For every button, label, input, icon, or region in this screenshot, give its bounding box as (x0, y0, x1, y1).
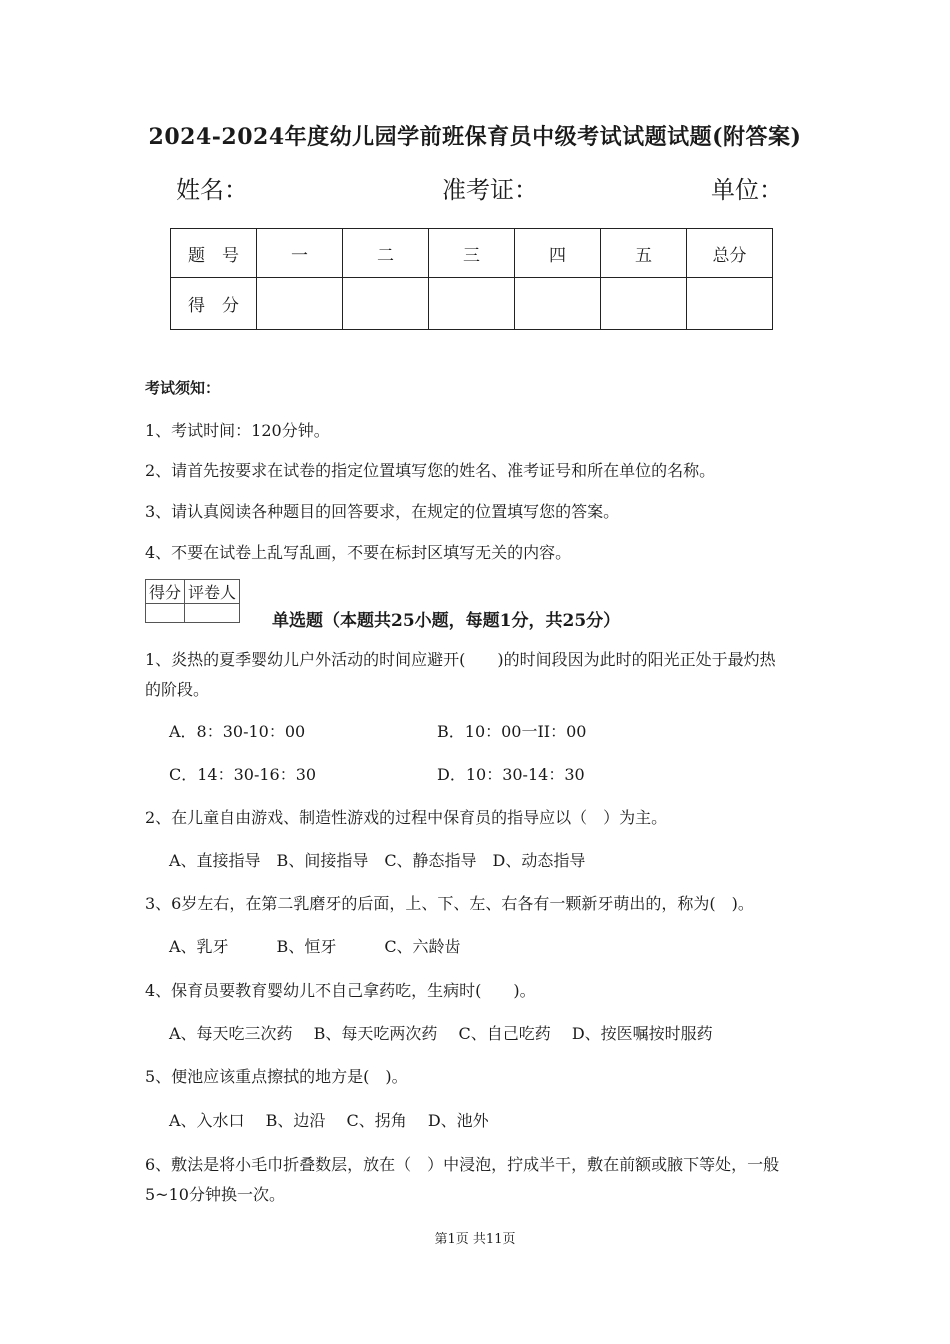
question-options: A、入水口 B、边沿 C、拐角 D、池外 (169, 1111, 489, 1130)
score-cell[interactable] (343, 278, 429, 330)
header-cell: 总分 (687, 229, 773, 278)
header-cell: 四 (515, 229, 601, 278)
question-stem: 2、在儿童自由游戏、制造性游戏的过程中保育员的指导应以（ ）为主。 (145, 808, 668, 827)
grader-score-label: 得分 (146, 580, 185, 604)
page-footer: 第1页 共11页 (434, 1232, 516, 1247)
score-row-label: 得 分 (171, 278, 257, 330)
unit-field-label: 单位： (711, 176, 783, 204)
score-table (170, 228, 773, 330)
question-stem-continued: 的阶段。 (145, 680, 210, 699)
page-title: 2024-2024年度幼儿园学前班保育员中级考试试题试题(附答案) (148, 124, 802, 150)
header-cell: 一 (257, 229, 343, 278)
section-title: 单选题（本题共25小题，每题1分，共25分） (272, 611, 621, 631)
notes-heading: 考试须知： (145, 379, 221, 397)
score-cell[interactable] (687, 278, 773, 330)
score-cell[interactable] (429, 278, 515, 330)
name-field-label: 姓名： (176, 176, 248, 204)
grader-reviewer-cell[interactable] (185, 604, 240, 623)
exam-number-field-label: 准考证： (442, 176, 538, 204)
option-b: B．10：00一II：00 (437, 722, 587, 741)
question-options: A、直接指导 B、间接指导 C、静态指导 D、动态指导 (169, 851, 586, 870)
score-cell[interactable] (515, 278, 601, 330)
grader-score-cell[interactable] (146, 604, 185, 623)
score-table-score-row (171, 278, 773, 330)
question-stem-continued: 5~10分钟换一次。 (145, 1185, 285, 1204)
score-cell[interactable] (257, 278, 343, 330)
option-a: A．8：30-10：00 (169, 722, 306, 741)
question-stem: 3、6岁左右，在第二乳磨牙的后面，上、下、左、右各有一颗新牙萌出的，称为( )。 (145, 894, 754, 913)
question-stem: 5、便池应该重点擦拭的地方是( )。 (145, 1067, 408, 1086)
question-stem: 6、敷法是将小毛巾折叠数层，放在（ ）中浸泡，拧成半干，敷在前额或腋下等处，一般 (145, 1155, 780, 1174)
grader-reviewer-label: 评卷人 (185, 580, 240, 604)
note-item: 1、考试时间：120分钟。 (145, 421, 330, 440)
note-item: 2、请首先按要求在试卷的指定位置填写您的姓名、准考证号和所在单位的名称。 (145, 461, 716, 480)
header-cell: 二 (343, 229, 429, 278)
header-cell: 五 (601, 229, 687, 278)
question-stem: 1、炎热的夏季婴幼儿户外活动的时间应避开( )的时间段因为此时的阳光正处于最灼热 (145, 650, 776, 669)
option-c: C．14：30-16：30 (169, 765, 317, 784)
question-stem: 4、保育员要教育婴幼儿不自己拿药吃，生病时( )。 (145, 981, 536, 1000)
grader-box (145, 579, 240, 623)
note-item: 4、不要在试卷上乱写乱画，不要在标封区填写无关的内容。 (145, 543, 572, 562)
note-item: 3、请认真阅读各种题目的回答要求，在规定的位置填写您的答案。 (145, 502, 620, 521)
header-cell: 三 (429, 229, 515, 278)
score-table-header-row (171, 229, 773, 278)
option-d: D．10：30-14：30 (437, 765, 585, 784)
score-cell[interactable] (601, 278, 687, 330)
question-options: A、乳牙 B、恒牙 C、六龄齿 (169, 937, 461, 956)
question-options: A、每天吃三次药 B、每天吃两次药 C、自己吃药 D、按医嘱按时服药 (169, 1024, 713, 1043)
header-cell: 题 号 (171, 229, 257, 278)
